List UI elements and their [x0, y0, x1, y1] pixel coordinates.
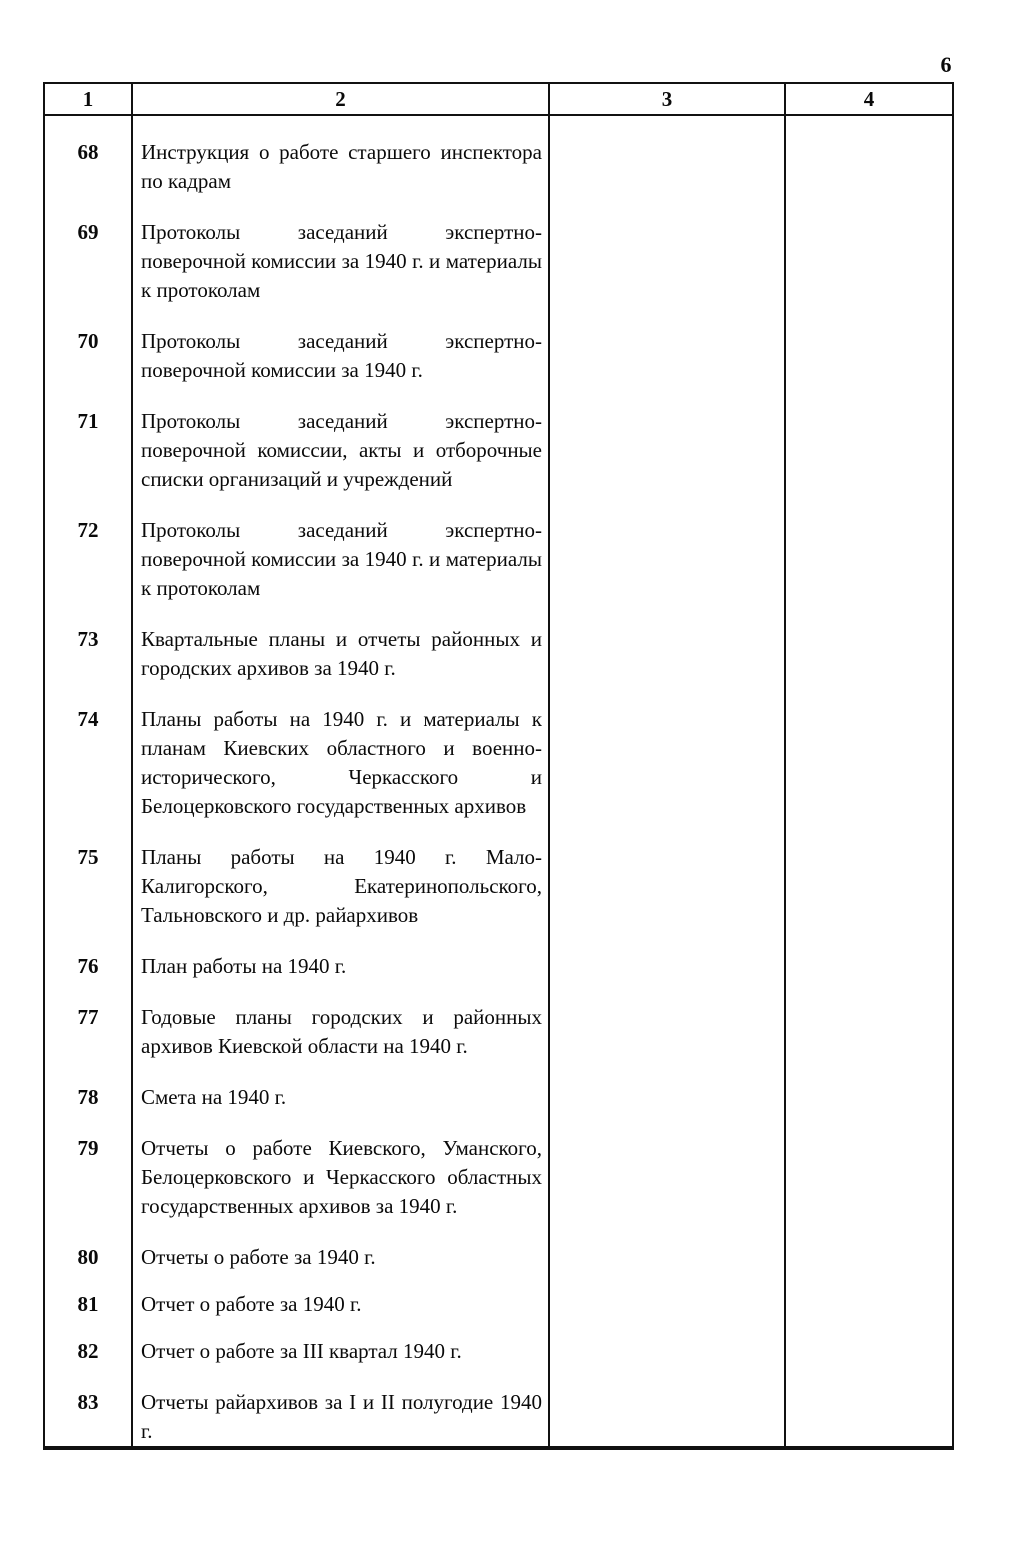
row-number: 75 — [77, 845, 99, 869]
row-number: 73 — [77, 627, 99, 651]
row-title: Протоколы заседаний экспертно-поверочной комиссии за 1940 г. и материалы к протоколам — [141, 518, 542, 600]
table-row — [45, 1243, 131, 1272]
row-title: Инструкция о работе старшего инспектора по кадрам — [141, 140, 542, 193]
table-header-row — [44, 83, 953, 115]
page-number: 6 — [940, 52, 952, 77]
table-row — [45, 1290, 131, 1319]
row-spacer — [133, 1319, 548, 1337]
row-spacer — [45, 305, 131, 327]
row-number: 71 — [77, 409, 99, 433]
table-row — [133, 1083, 548, 1112]
row-number: 81 — [77, 1292, 99, 1316]
column-header-2: 2 — [132, 83, 549, 115]
table-row — [45, 407, 131, 494]
row-title: Отчет о работе за 1940 г. — [141, 1292, 362, 1316]
row-spacer — [45, 385, 131, 407]
table-row — [45, 327, 131, 385]
row-spacer — [133, 1366, 548, 1388]
row-spacer — [133, 930, 548, 952]
row-spacer — [45, 1319, 131, 1337]
row-spacer — [45, 196, 131, 218]
table-body-row — [44, 115, 953, 1447]
table-row — [133, 1243, 548, 1272]
row-title: Годовые планы городских и районных архивов Киевской области на 1940 г. — [141, 1005, 542, 1058]
row-spacer — [133, 1221, 548, 1243]
row-spacer — [45, 1221, 131, 1243]
table-row — [133, 218, 548, 305]
row-number: 79 — [77, 1136, 99, 1160]
row-spacer — [45, 1272, 131, 1290]
row-title: Протоколы заседаний экспертно-поверочной комиссии за 1940 г. — [141, 329, 542, 382]
table-row — [133, 1003, 548, 1061]
row-spacer — [45, 683, 131, 705]
row-number: 83 — [77, 1390, 99, 1414]
row-number: 76 — [77, 954, 99, 978]
table-row — [133, 1290, 548, 1319]
dates-column — [549, 115, 785, 1447]
table-row — [133, 407, 548, 494]
row-title: Отчеты о работе за 1940 г. — [141, 1245, 376, 1269]
row-title: Отчеты о работе Киевского, Уманского, Белоцерковского и Черкасского областных государственных архивов за 1940 г. — [141, 1136, 542, 1218]
table-row — [45, 1388, 131, 1446]
table-row — [45, 625, 131, 683]
row-spacer — [133, 196, 548, 218]
row-title: Квартальные планы и отчеты районных и городских архивов за 1940 г. — [141, 627, 542, 680]
row-title: Планы работы на 1940 г. и материалы к планам Киевских областного и военно-исторического, Черкасского и Белоцерковского государственных архивов — [141, 707, 542, 818]
numbers-column — [44, 115, 132, 1447]
table-row — [133, 952, 548, 981]
row-spacer — [45, 821, 131, 843]
row-title: Отчеты райархивов за I и II полугодие 1940 г. — [141, 1390, 542, 1443]
table-row — [133, 327, 548, 385]
row-spacer — [133, 1272, 548, 1290]
row-spacer — [45, 981, 131, 1003]
row-spacer — [45, 603, 131, 625]
row-number: 80 — [77, 1245, 99, 1269]
row-spacer — [133, 981, 548, 1003]
row-title: Протоколы заседаний экспертно-поверочной комиссии за 1940 г. и материалы к протоколам — [141, 220, 542, 302]
row-title: Протоколы заседаний экспертно-поверочной комиссии, акты и отборочные списки организаций и учреждений — [141, 409, 542, 491]
row-spacer — [133, 821, 548, 843]
row-spacer — [133, 494, 548, 516]
table-row — [45, 138, 131, 196]
table-row — [133, 843, 548, 930]
row-spacer — [45, 930, 131, 952]
table-row — [45, 1003, 131, 1061]
row-number: 72 — [77, 518, 99, 542]
column-header-3: 3 — [549, 83, 785, 115]
row-spacer — [133, 1061, 548, 1083]
table-row — [133, 1388, 548, 1446]
column-header-4: 4 — [785, 83, 953, 115]
row-spacer — [45, 1366, 131, 1388]
table-row — [133, 705, 548, 821]
row-number: 77 — [77, 1005, 99, 1029]
row-number: 82 — [77, 1339, 99, 1363]
table-row — [45, 516, 131, 603]
titles-column — [132, 115, 549, 1447]
table-row — [45, 843, 131, 930]
row-title: Отчет о работе за III квартал 1940 г. — [141, 1339, 462, 1363]
row-spacer — [45, 1061, 131, 1083]
row-spacer — [133, 1112, 548, 1134]
row-title: План работы на 1940 г. — [141, 954, 347, 978]
table-row — [45, 952, 131, 981]
row-title: Планы работы на 1940 г. Мало-Калигорского, Екатеринопольского, Тальновского и др. райархивов — [141, 845, 542, 927]
table-row — [45, 705, 131, 821]
notes-column — [785, 115, 953, 1447]
row-number: 74 — [77, 707, 99, 731]
column-header-1: 1 — [44, 83, 132, 115]
row-number: 78 — [77, 1085, 99, 1109]
row-spacer — [133, 305, 548, 327]
row-title: Смета на 1940 г. — [141, 1085, 287, 1109]
table-row — [133, 1134, 548, 1221]
row-spacer — [133, 603, 548, 625]
table-row — [45, 1134, 131, 1221]
row-spacer — [133, 385, 548, 407]
numbers-list — [45, 138, 131, 1446]
titles-list — [133, 138, 548, 1446]
row-spacer — [45, 494, 131, 516]
row-number: 68 — [77, 140, 99, 164]
table-row — [133, 138, 548, 196]
table-row — [133, 516, 548, 603]
row-number: 70 — [77, 329, 99, 353]
table-row — [45, 1337, 131, 1366]
table-row — [133, 625, 548, 683]
row-spacer — [133, 683, 548, 705]
table-bottom-border — [44, 1447, 953, 1449]
table-row — [45, 1083, 131, 1112]
table-row — [133, 1337, 548, 1366]
table-row — [45, 218, 131, 305]
inventory-table — [43, 82, 954, 1450]
row-spacer — [45, 1112, 131, 1134]
row-number: 69 — [77, 220, 99, 244]
